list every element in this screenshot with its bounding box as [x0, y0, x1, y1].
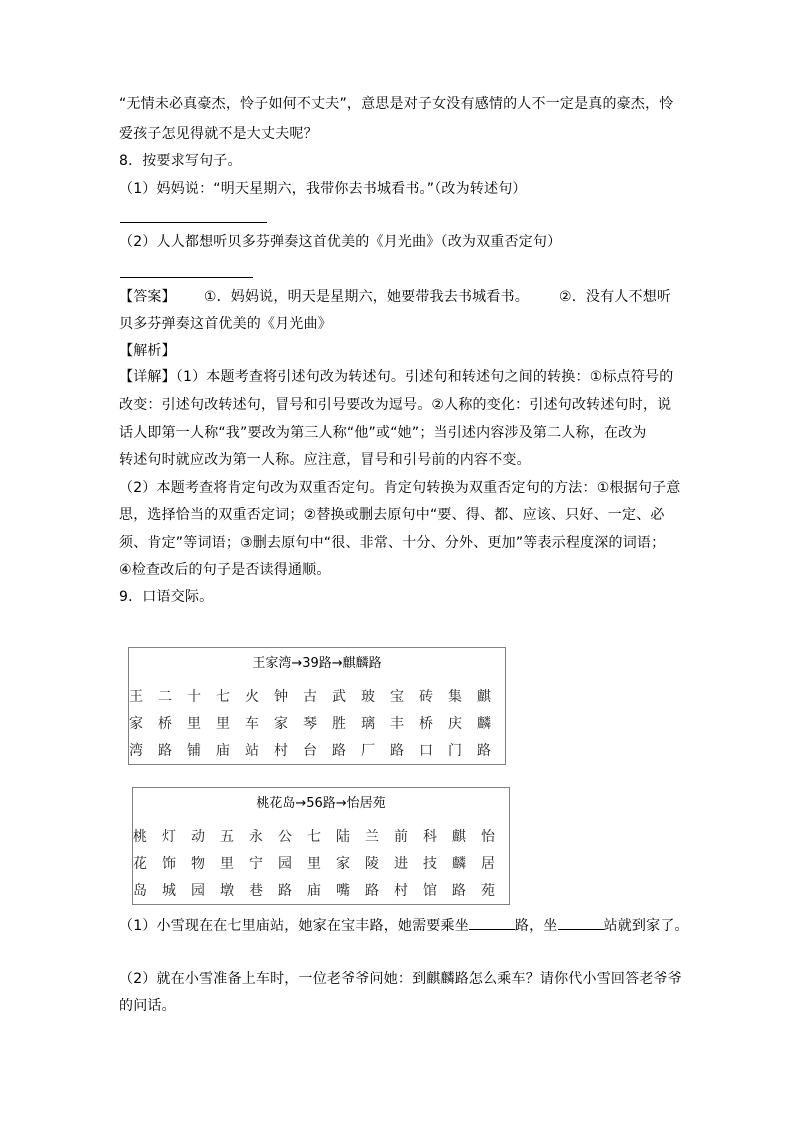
station-char: 村 — [274, 742, 288, 759]
station-char: 里 — [307, 855, 321, 872]
station-char: 麒 — [452, 828, 466, 845]
q9-sub1 — [119, 915, 689, 935]
station-char: 五 — [220, 828, 234, 845]
station-char: 村 — [394, 882, 408, 899]
station-char: 武 — [332, 688, 346, 705]
station-char: 兰 — [365, 828, 379, 845]
station-char: 苑 — [481, 882, 495, 899]
analysis-label: 【解析】 — [119, 343, 176, 359]
route-row — [133, 849, 510, 876]
station-char: 古 — [303, 688, 317, 705]
station-char: 路 — [390, 742, 404, 759]
station-char: 城 — [162, 882, 176, 899]
station-char: 居 — [481, 855, 495, 872]
route-row — [129, 709, 506, 736]
station-char: 台 — [303, 742, 317, 759]
station-char: 家 — [129, 715, 143, 732]
station-char: 七 — [216, 688, 230, 705]
answer-1: ①．妈妈说，明天是星期六，她要带我去书城看书。 — [203, 289, 529, 305]
intro-line-2: 爱孩子怎见得就不是大丈夫呢？ — [119, 126, 318, 142]
station-char: 口 — [419, 742, 433, 759]
station-char: 砖 — [419, 688, 433, 705]
station-char: 里 — [187, 715, 201, 732]
q8-sub2: （2）人人都想听贝多芬弹奏这首优美的《月光曲》（改为双重否定句） — [119, 234, 562, 250]
station-char: 科 — [423, 828, 437, 845]
station-char: 怡 — [481, 828, 495, 845]
q9-sub1-text-2: 路，坐 — [514, 918, 558, 934]
detail-line-8: ④检查改后的句子是否读得通顺。 — [119, 562, 331, 578]
station-char: 墩 — [220, 882, 234, 899]
station-char: 路 — [477, 742, 491, 759]
station-char: 门 — [448, 742, 462, 759]
station-char: 宝 — [390, 688, 404, 705]
station-char: 麒 — [477, 688, 491, 705]
station-char: 家 — [274, 715, 288, 732]
station-char: 路 — [332, 742, 346, 759]
station-char: 桥 — [158, 715, 172, 732]
q8-title: 8．按要求写句子。 — [119, 153, 242, 169]
q9-sub1-text-1: （1）小雪现在在七里庙站，她家在宝丰路，她需要乘坐 — [119, 918, 469, 934]
station-char: 路 — [452, 882, 466, 899]
station-char: 桥 — [419, 715, 433, 732]
station-char: 琴 — [303, 715, 317, 732]
station-char: 桃 — [133, 828, 147, 845]
station-char: 钟 — [274, 688, 288, 705]
station-char: 集 — [448, 688, 462, 705]
station-char: 陆 — [336, 828, 350, 845]
q8-sub2-answer-line — [120, 277, 253, 278]
station-char: 庆 — [448, 715, 462, 732]
q9-sub2-line-2: 的问话。 — [119, 998, 176, 1014]
intro-line-1: “无情未必真豪杰，怜子如何不丈夫”，意思是对子女没有感情的人不一定是真的豪杰，怜 — [119, 96, 674, 112]
station-char: 花 — [133, 855, 147, 872]
station-char: 胜 — [332, 715, 346, 732]
station-char: 进 — [394, 855, 408, 872]
station-char: 庙 — [307, 882, 321, 899]
detail-line-2: 改变：引述句改转述句，冒号和引号要改为逗号。②人称的变化：引述句改转述句时，说 — [119, 397, 672, 413]
q9-sub1-text-3: 站就到家了。 — [603, 918, 689, 934]
station-char: 璃 — [361, 715, 375, 732]
station-char: 厂 — [361, 742, 375, 759]
station-char: 技 — [423, 855, 437, 872]
q9-title: 9．口语交际。 — [119, 589, 214, 605]
route-grid-56 — [133, 822, 510, 903]
station-char: 岛 — [133, 882, 147, 899]
station-char: 前 — [394, 828, 408, 845]
detail-line-6: 思，选择恰当的双重否定词；②替换或删去原句中“要、得、都、应该、只好、一定、必 — [119, 507, 665, 523]
detail-line-1: 【详解】（1）本题考查将引述句改为转述句。引述句和转述句之间的转换：①标点符号的 — [119, 369, 674, 385]
station-char: 园 — [278, 855, 292, 872]
q8-sub1: （1）妈妈说：“明天星期六，我带你去书城看书。”（改为转述句） — [119, 181, 527, 197]
bus-route-blank[interactable] — [469, 915, 515, 930]
station-char: 嘴 — [336, 882, 350, 899]
station-char: 麟 — [477, 715, 491, 732]
route-row — [133, 876, 510, 903]
station-char: 王 — [129, 688, 143, 705]
station-char: 二 — [158, 688, 172, 705]
station-char: 火 — [245, 688, 259, 705]
station-char: 路 — [158, 742, 172, 759]
stop-count-blank[interactable] — [558, 915, 604, 930]
station-char: 车 — [245, 715, 259, 732]
station-char: 丰 — [390, 715, 404, 732]
station-char: 路 — [365, 882, 379, 899]
station-char: 路 — [278, 882, 292, 899]
station-char: 陵 — [365, 855, 379, 872]
route-row — [129, 682, 506, 709]
q9-sub2-line-1: （2）就在小雪准备上车时，一位老爷爷问她：到麒麟路怎么乘车？请你代小雪回答老爷爷 — [119, 971, 682, 987]
station-char: 宁 — [249, 855, 263, 872]
route-grid-39 — [129, 682, 506, 763]
station-char: 饰 — [162, 855, 176, 872]
route-title-56: 桃花岛→56路→怡居苑 — [256, 796, 386, 811]
station-char: 里 — [220, 855, 234, 872]
detail-line-4: 转述句时就应改为第一人称。应注意，冒号和引号前的内容不变。 — [119, 452, 531, 468]
detail-line-7: 须、肯定”等词语；③删去原句中“很、非常、十分、分外、更加”等表示程度深的词语； — [119, 535, 666, 551]
detail-line-3: 话人即第一人称“我”要改为第三人称“他”或“她”；当引述内容涉及第二人称，在改为 — [119, 425, 647, 441]
detail-line-5: （2）本题考查将肯定句改为双重否定句。肯定句转换为双重否定句的方法：①根据句子意 — [119, 480, 681, 496]
answer-2-part1: ②．没有人不想听 — [558, 289, 672, 305]
station-char: 站 — [245, 742, 259, 759]
q8-answer-line-2: 贝多芬弹奏这首优美的《月光曲》 — [119, 316, 332, 332]
station-char: 动 — [191, 828, 205, 845]
q8-sub1-answer-line — [120, 222, 267, 223]
route-row — [133, 822, 510, 849]
station-char: 馆 — [423, 882, 437, 899]
station-char: 麟 — [452, 855, 466, 872]
route-table-39 — [128, 647, 506, 765]
station-char: 庙 — [216, 742, 230, 759]
station-char: 灯 — [162, 828, 176, 845]
station-char: 十 — [187, 688, 201, 705]
station-char: 七 — [307, 828, 321, 845]
q8-answer-line-1 — [119, 288, 671, 306]
station-char: 玻 — [361, 688, 375, 705]
route-title-39: 王家湾→39路→麒麟路 — [252, 656, 382, 671]
route-table-56 — [132, 787, 510, 905]
route-row — [129, 736, 506, 763]
station-char: 物 — [191, 855, 205, 872]
station-char: 园 — [191, 882, 205, 899]
answer-label: 【答案】 — [119, 289, 176, 305]
station-char: 公 — [278, 828, 292, 845]
station-char: 里 — [216, 715, 230, 732]
station-char: 永 — [249, 828, 263, 845]
station-char: 铺 — [187, 742, 201, 759]
station-char: 湾 — [129, 742, 143, 759]
station-char: 巷 — [249, 882, 263, 899]
station-char: 家 — [336, 855, 350, 872]
